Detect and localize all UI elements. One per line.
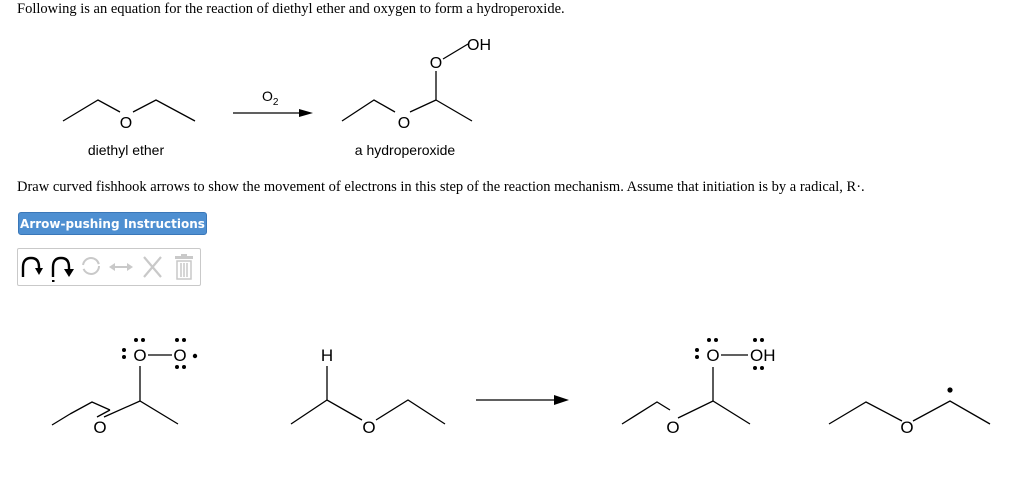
m4-radical-dot <box>947 387 952 392</box>
ether-oxygen-label: O <box>119 115 133 132</box>
reactant-label: diethyl ether <box>87 142 165 158</box>
question-prompt-text: Draw curved fishhook arrows to show the movement of electrons in this step of the reaction mechanism. Assume that initiation is by a radical, R·. <box>17 179 865 195</box>
question-intro-text: Following is an equation for the reaction of diethyl ether and oxygen to form a hydroperoxide. <box>17 1 565 17</box>
product-peroxy-oxygen-label: O <box>429 55 443 72</box>
reagent-subscript: 2 <box>272 97 279 108</box>
m1-peroxy-oxygen-1: O <box>133 346 147 365</box>
product-ether-oxygen-label: O <box>397 115 411 132</box>
reagent-symbol: O <box>262 88 273 104</box>
m3-hydroxyl: OH <box>750 346 776 365</box>
m2-hydrogen: H <box>320 346 334 365</box>
mechanism-arrow-head <box>554 395 569 405</box>
product-label: a hydroperoxide <box>354 142 456 158</box>
product-hydroxyl-label: OH <box>467 37 491 54</box>
m1-peroxy-oxygen-2: O <box>173 346 187 365</box>
m2-ether-oxygen: O <box>362 418 376 437</box>
m3-peroxy-oxygen: O <box>706 346 720 365</box>
m1-ether-oxygen: O <box>93 418 107 437</box>
m4-ether-oxygen: O <box>900 418 914 437</box>
arrow-pushing-instructions-button[interactable]: Arrow-pushing Instructions <box>18 212 207 235</box>
m3-ether-oxygen: O <box>666 418 680 437</box>
